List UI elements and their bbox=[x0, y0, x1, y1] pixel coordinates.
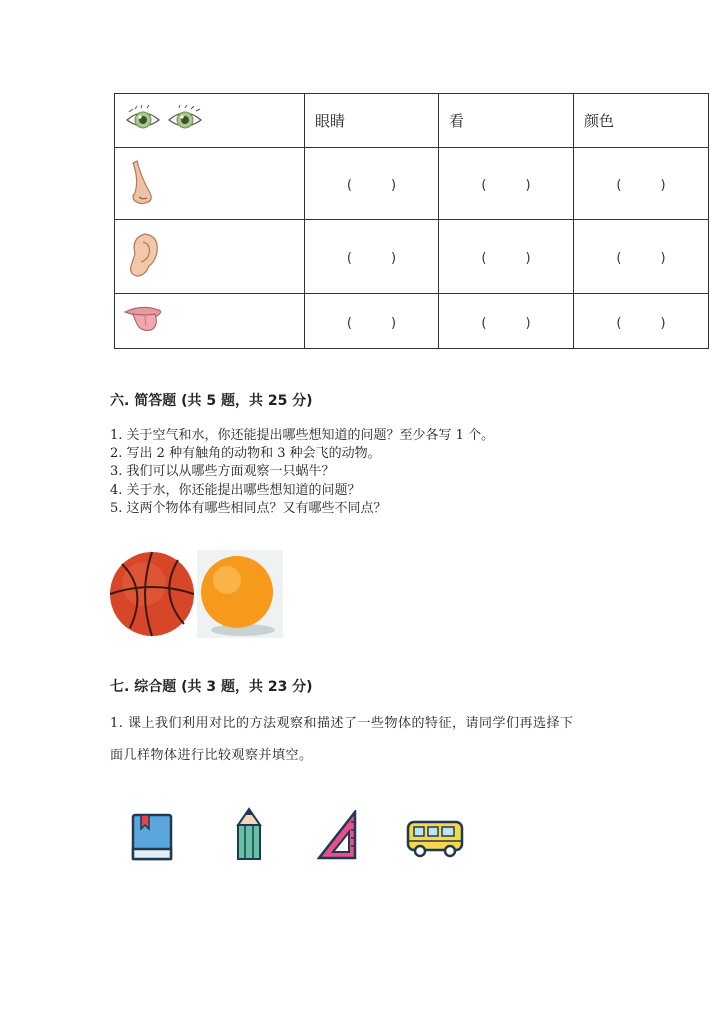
question-1: 1. 关于空气和水，你还能提出哪些想知道的问题？至少各写 1 个。 bbox=[110, 428, 495, 443]
nose-cell bbox=[115, 148, 305, 220]
blank-cell[interactable]: ( ) bbox=[574, 220, 709, 294]
book-icon bbox=[131, 813, 173, 861]
ear-cell bbox=[115, 220, 305, 294]
section7-title: 七. 综合题 (共 3 题，共 23 分) bbox=[110, 679, 313, 695]
eyes-icon bbox=[121, 102, 211, 136]
header-color: 颜色 bbox=[574, 94, 709, 148]
question-4: 4. 关于水，你还能提出哪些想知道的问题？ bbox=[110, 483, 361, 498]
blank-cell[interactable]: ( ) bbox=[439, 220, 574, 294]
section7-question-1-line2: 面几样物体进行比较观察并填空。 bbox=[110, 748, 313, 763]
tongue-icon bbox=[121, 302, 171, 336]
bus-icon bbox=[404, 818, 466, 860]
triangle-ruler-icon bbox=[317, 810, 359, 860]
header-eyes: 眼睛 bbox=[305, 94, 439, 148]
table-row bbox=[115, 148, 709, 220]
basketball-image bbox=[108, 550, 196, 638]
section7-question-1-line1: 1. 课上我们利用对比的方法观察和描述了一些物体的特征，请同学们再选择下 bbox=[110, 716, 574, 731]
header-see: 看 bbox=[439, 94, 574, 148]
question-5: 5. 这两个物体有哪些相同点？又有哪些不同点？ bbox=[110, 501, 387, 516]
table-row bbox=[115, 220, 709, 294]
blank-cell[interactable]: ( ) bbox=[574, 148, 709, 220]
table-header-row bbox=[115, 94, 709, 148]
blank-cell[interactable]: ( ) bbox=[439, 148, 574, 220]
question-3: 3. 我们可以从哪些方面观察一只蜗牛？ bbox=[110, 464, 335, 479]
blank-cell[interactable]: ( ) bbox=[439, 294, 574, 349]
eyes-cell bbox=[115, 94, 305, 148]
senses-table bbox=[114, 93, 709, 349]
blank-cell[interactable]: ( ) bbox=[305, 148, 439, 220]
orange-ball-image bbox=[197, 550, 283, 638]
ear-icon bbox=[121, 230, 161, 280]
question-2: 2. 写出 2 种有触角的动物和 3 种会飞的动物。 bbox=[110, 446, 381, 461]
blank-cell[interactable]: ( ) bbox=[305, 294, 439, 349]
blank-cell[interactable]: ( ) bbox=[305, 220, 439, 294]
section6-title: 六. 简答题 (共 5 题，共 25 分) bbox=[110, 393, 313, 409]
tongue-cell bbox=[115, 294, 305, 349]
blank-cell[interactable]: ( ) bbox=[574, 294, 709, 349]
nose-icon bbox=[121, 157, 161, 207]
table-row bbox=[115, 294, 709, 349]
pencil-icon bbox=[234, 807, 264, 863]
